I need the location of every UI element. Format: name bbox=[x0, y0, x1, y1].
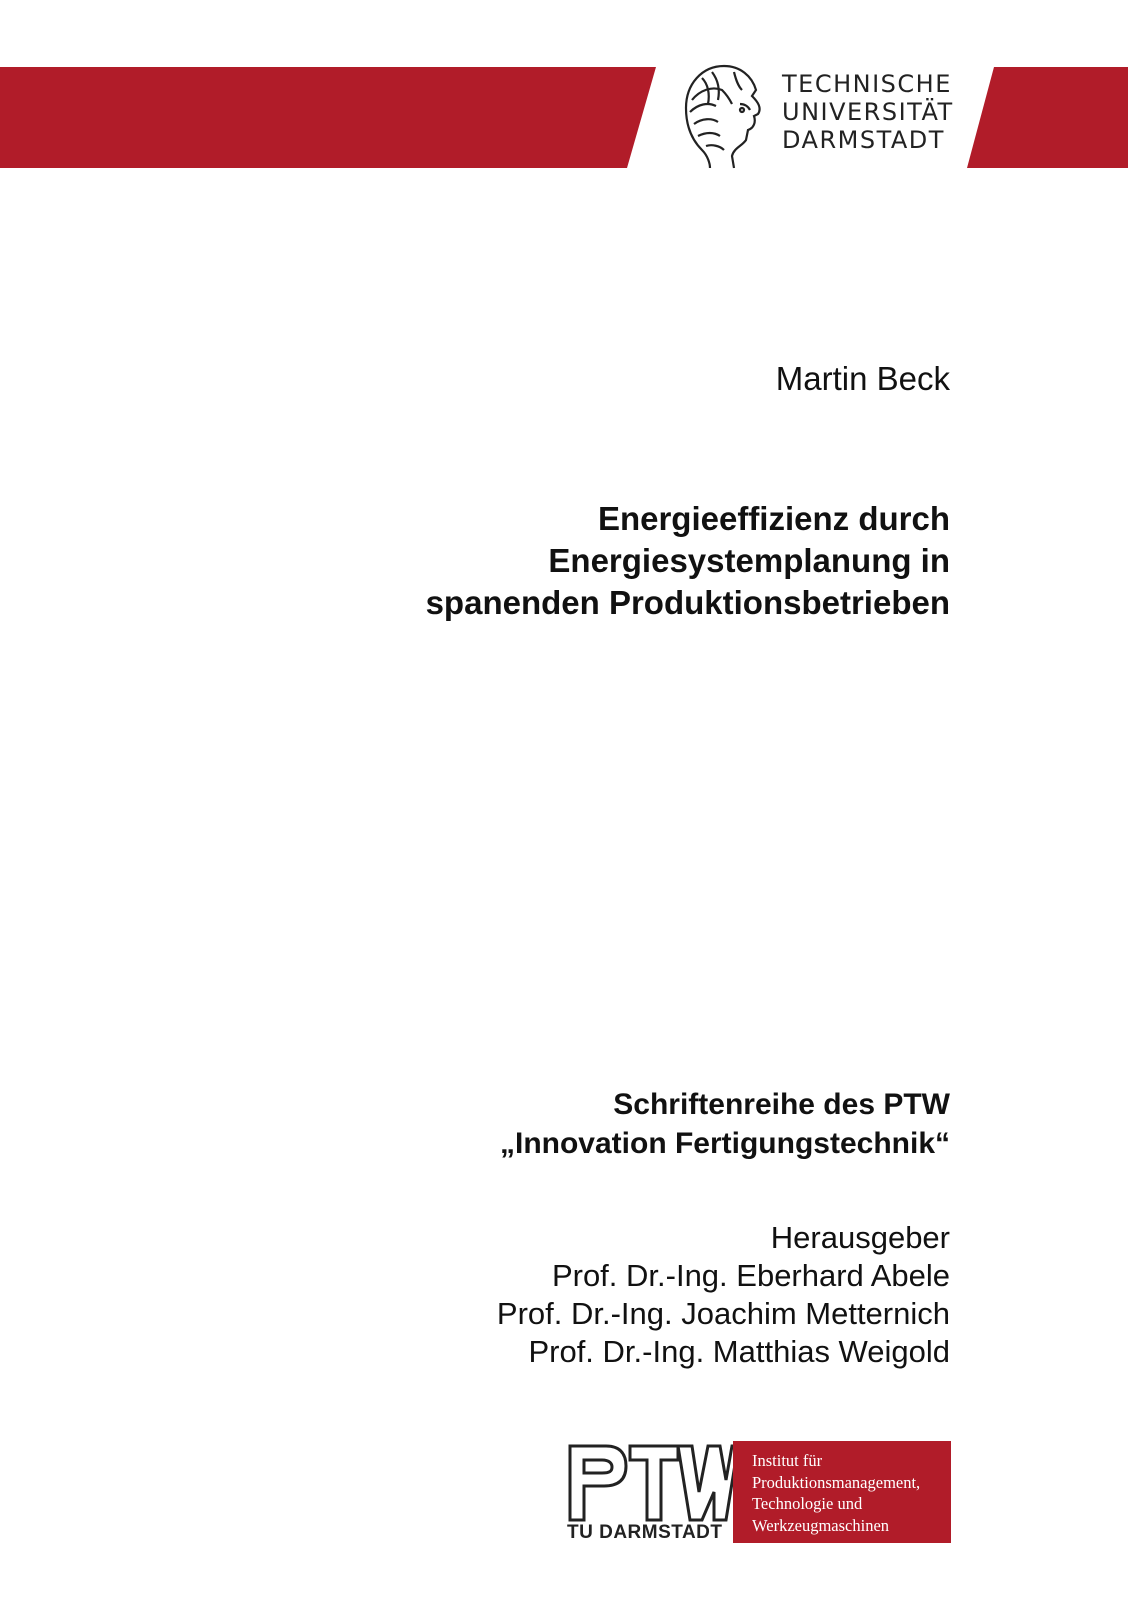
university-line: DARMSTADT bbox=[782, 126, 945, 154]
institute-line: Werkzeugmaschinen bbox=[752, 1515, 890, 1535]
header-bar-left bbox=[0, 0, 1128, 180]
university-name bbox=[782, 70, 954, 154]
title-line: spanenden Produktionsbetrieben bbox=[425, 584, 950, 621]
author-name: Martin Beck bbox=[775, 360, 950, 397]
editors-label: Herausgeber bbox=[770, 1220, 950, 1255]
ptw-subtitle: TU DARMSTADT bbox=[567, 1522, 723, 1543]
editor-name: Prof. Dr.-Ing. Eberhard Abele bbox=[551, 1258, 950, 1293]
editor-name: Prof. Dr.-Ing. Matthias Weigold bbox=[528, 1334, 950, 1369]
header-bar-right bbox=[960, 0, 1128, 180]
institute-line: Technologie und bbox=[752, 1494, 863, 1513]
editor-name: Prof. Dr.-Ing. Joachim Metternich bbox=[496, 1296, 950, 1331]
editors-block bbox=[497, 1219, 950, 1371]
book-title bbox=[426, 498, 950, 624]
athena-head-icon bbox=[676, 60, 772, 170]
ptw-logo-icon bbox=[566, 1440, 738, 1526]
university-line: TECHNISCHE bbox=[782, 70, 952, 98]
institute-line: Produktionsmanagement, bbox=[752, 1472, 921, 1492]
series-line: Schriftenreihe des PTW bbox=[613, 1088, 950, 1121]
university-line: UNIVERSITÄT bbox=[782, 98, 954, 126]
ptw-institute-text bbox=[752, 1450, 920, 1536]
series-title bbox=[500, 1085, 950, 1163]
series-line: „Innovation Fertigungstechnik“ bbox=[499, 1127, 950, 1160]
title-line: Energiesystemplanung in bbox=[548, 542, 950, 579]
title-line: Energieeffizienz durch bbox=[597, 500, 950, 537]
institute-line: Institut für bbox=[752, 1451, 823, 1470]
